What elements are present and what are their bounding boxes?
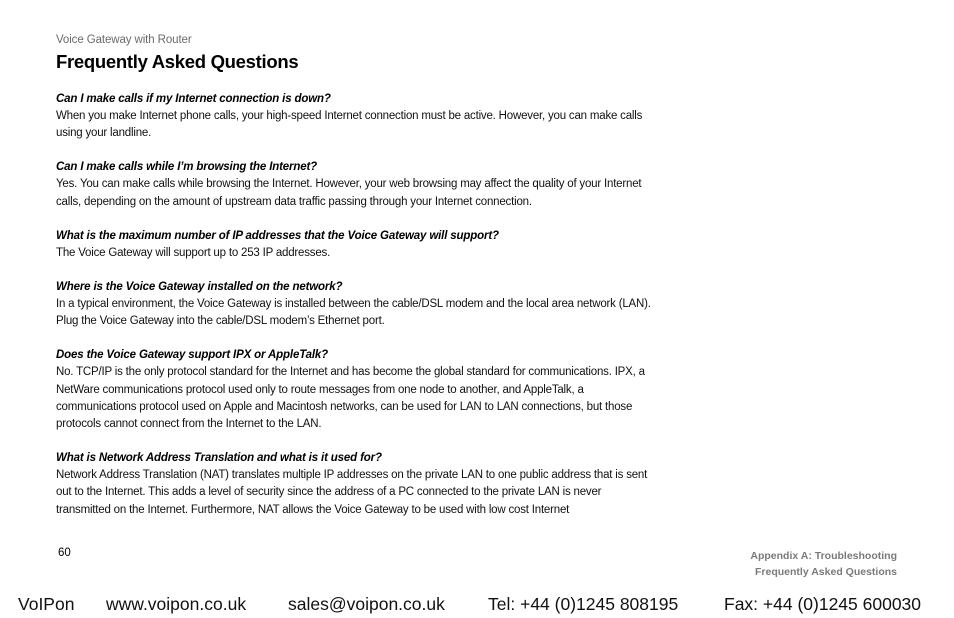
contact-company: VoIPon [18,594,75,614]
faq-item [56,159,658,210]
faq-question: Can I make calls while I’m browsing the Internet? [56,161,318,174]
faq-question: What is Network Address Translation and what is it used for? [56,452,382,465]
faq-list [56,91,658,536]
faq-question: Does the Voice Gateway support IPX or AppleTalk? [56,349,329,362]
faq-item [56,228,658,262]
footer-section-info [750,548,897,580]
faq-answer: When you make Internet phone calls, your high-speed Internet connection must be active. However, you can make calls using your landline. [56,110,643,140]
faq-item [56,279,658,330]
faq-answer: The Voice Gateway will support up to 253 IP addresses. [56,246,331,259]
document-header-product: Voice Gateway with Router [56,34,192,46]
contact-bar [18,594,938,615]
faq-item [56,347,658,433]
faq-question: What is the maximum number of IP addresses that the Voice Gateway will support? [56,229,499,242]
faq-answer: Network Address Translation (NAT) translates multiple IP addresses on the private LAN to one public address that is sent out to the Internet. This adds a level of security since the address of a PC connected to the private LAN is never transmitted on the Internet. Furthermore, NAT allows the Voice Gateway to be used with low cost Internet [56,469,648,516]
faq-answer: No. TCP/IP is the only protocol standard for the Internet and has become the global standard for communications. IPX, a NetWare communications protocol used only to route messages from one node to another, and AppleTalk, a communications protocol used on Apple and Macintosh networks, can be used for LAN to LAN connections, but those protocols cannot connect from the Internet to the LAN. [56,366,645,431]
footer-section: Appendix A: Troubleshooting [750,550,897,562]
faq-answer: In a typical environment, the Voice Gateway is installed between the cable/DSL modem and the local area network (LAN). Plug the Voice Gateway into the cable/DSL modem’s Ethernet port. [56,298,651,328]
contact-telephone: Tel: +44 (0)1245 808195 [488,594,679,614]
page-title: Frequently Asked Questions [56,51,299,72]
contact-website[interactable]: www.voipon.co.uk [106,594,247,614]
page-number: 60 [58,547,71,559]
faq-item [56,450,658,519]
faq-question: Where is the Voice Gateway installed on the network? [56,281,343,294]
footer-subsection: Frequently Asked Questions [755,566,897,578]
faq-item [56,91,658,142]
faq-answer: Yes. You can make calls while browsing the Internet. However, your web browsing may affect the quality of your Internet calls, depending on the amount of upstream data traffic passing through your Internet connection. [56,178,642,208]
contact-email[interactable]: sales@voipon.co.uk [288,594,445,614]
contact-fax: Fax: +44 (0)1245 600030 [724,594,922,614]
faq-question: Can I make calls if my Internet connection is down? [56,93,331,105]
